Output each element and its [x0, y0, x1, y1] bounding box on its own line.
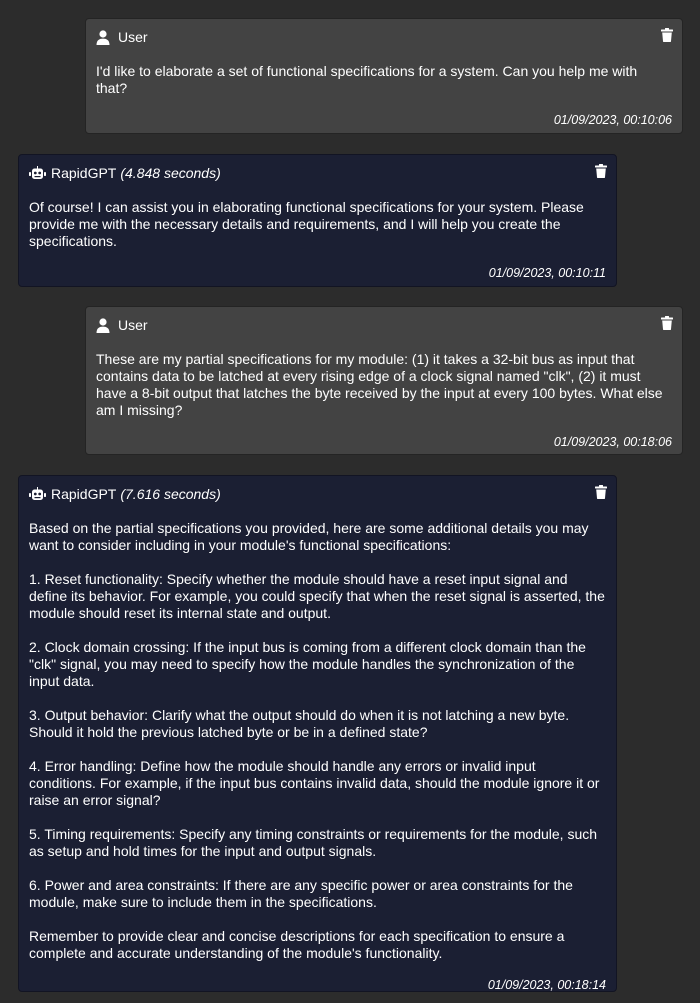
user-message	[85, 18, 683, 134]
trash-icon[interactable]	[595, 485, 607, 499]
message-paragraph: 4. Error handling: Define how the module should handle any errors or invalid input conditions. For example, if the input bus contains invalid data, should the module ignore it or raise an error signal?	[29, 758, 600, 808]
assistant-message	[18, 154, 617, 287]
message-body	[29, 199, 606, 250]
message-header	[96, 28, 672, 46]
user-icon	[96, 29, 114, 45]
response-duration: (7.616 seconds)	[120, 485, 221, 502]
message-header	[29, 164, 606, 182]
message-body	[29, 520, 606, 962]
trash-icon[interactable]	[661, 316, 673, 330]
message-timestamp: 01/09/2023, 00:10:11	[488, 266, 606, 280]
message-paragraph: 5. Timing requirements: Specify any timing constraints or requirements for the module, such as setup and hold times for the input and output signals.	[29, 826, 598, 859]
message-body	[96, 63, 672, 97]
robot-icon	[29, 486, 47, 502]
message-body	[96, 351, 672, 419]
user-icon	[96, 317, 114, 333]
message-author: User	[118, 316, 148, 333]
message-paragraph: 2. Clock domain crossing: If the input bus is coming from a different clock domain than the "clk" signal, you may need to specify how the module handles the synchronization of the input data.	[29, 639, 586, 689]
message-author: User	[118, 28, 148, 45]
response-duration: (4.848 seconds)	[120, 164, 221, 181]
message-timestamp: 01/09/2023, 00:18:06	[553, 435, 672, 449]
message-header	[96, 316, 672, 334]
message-header	[29, 485, 606, 503]
message-paragraph: These are my partial specifications for my module: (1) it takes a 32-bit bus as input that contains data to be latched at every rising edge of a clock signal named "clk", (2) it must have a 8-bit output that latches the byte received by the input at every 100 bytes. What else am I missing?	[96, 351, 663, 418]
message-author: RapidGPT	[51, 485, 117, 502]
message-timestamp: 01/09/2023, 00:18:14	[487, 978, 606, 992]
message-paragraph: 6. Power and area constraints: If there are any specific power or area constraints for the module, make sure to include them in the specifications.	[29, 877, 573, 910]
message-paragraph: 1. Reset functionality: Specify whether the module should have a reset input signal and define its behavior. For example, you could specify that when the reset signal is asserted, the module should reset its internal state and output.	[29, 571, 605, 621]
message-timestamp: 01/09/2023, 00:10:06	[553, 113, 672, 127]
trash-icon[interactable]	[661, 28, 673, 42]
message-paragraph: Based on the partial specifications you provided, here are some additional details you may want to consider including in your module's functional specifications:	[29, 520, 589, 553]
trash-icon[interactable]	[595, 164, 607, 178]
message-paragraph: Remember to provide clear and concise descriptions for each specification to ensure a complete and accurate understanding of the module's functionality.	[29, 928, 565, 961]
message-paragraph: Of course! I can assist you in elaborating functional specifications for your system. Please provide me with the necessary details and requirements, and I will help you create the specifications.	[29, 199, 584, 249]
assistant-message	[18, 475, 617, 992]
message-paragraph: I'd like to elaborate a set of functional specifications for a system. Can you help me with that?	[96, 63, 638, 96]
robot-icon	[29, 165, 47, 181]
message-paragraph: 3. Output behavior: Clarify what the output should do when it is not latching a new byte. Should it hold the previous latched byte or be in a defined state?	[29, 707, 570, 740]
user-message	[85, 306, 683, 455]
message-author: RapidGPT	[51, 164, 117, 181]
